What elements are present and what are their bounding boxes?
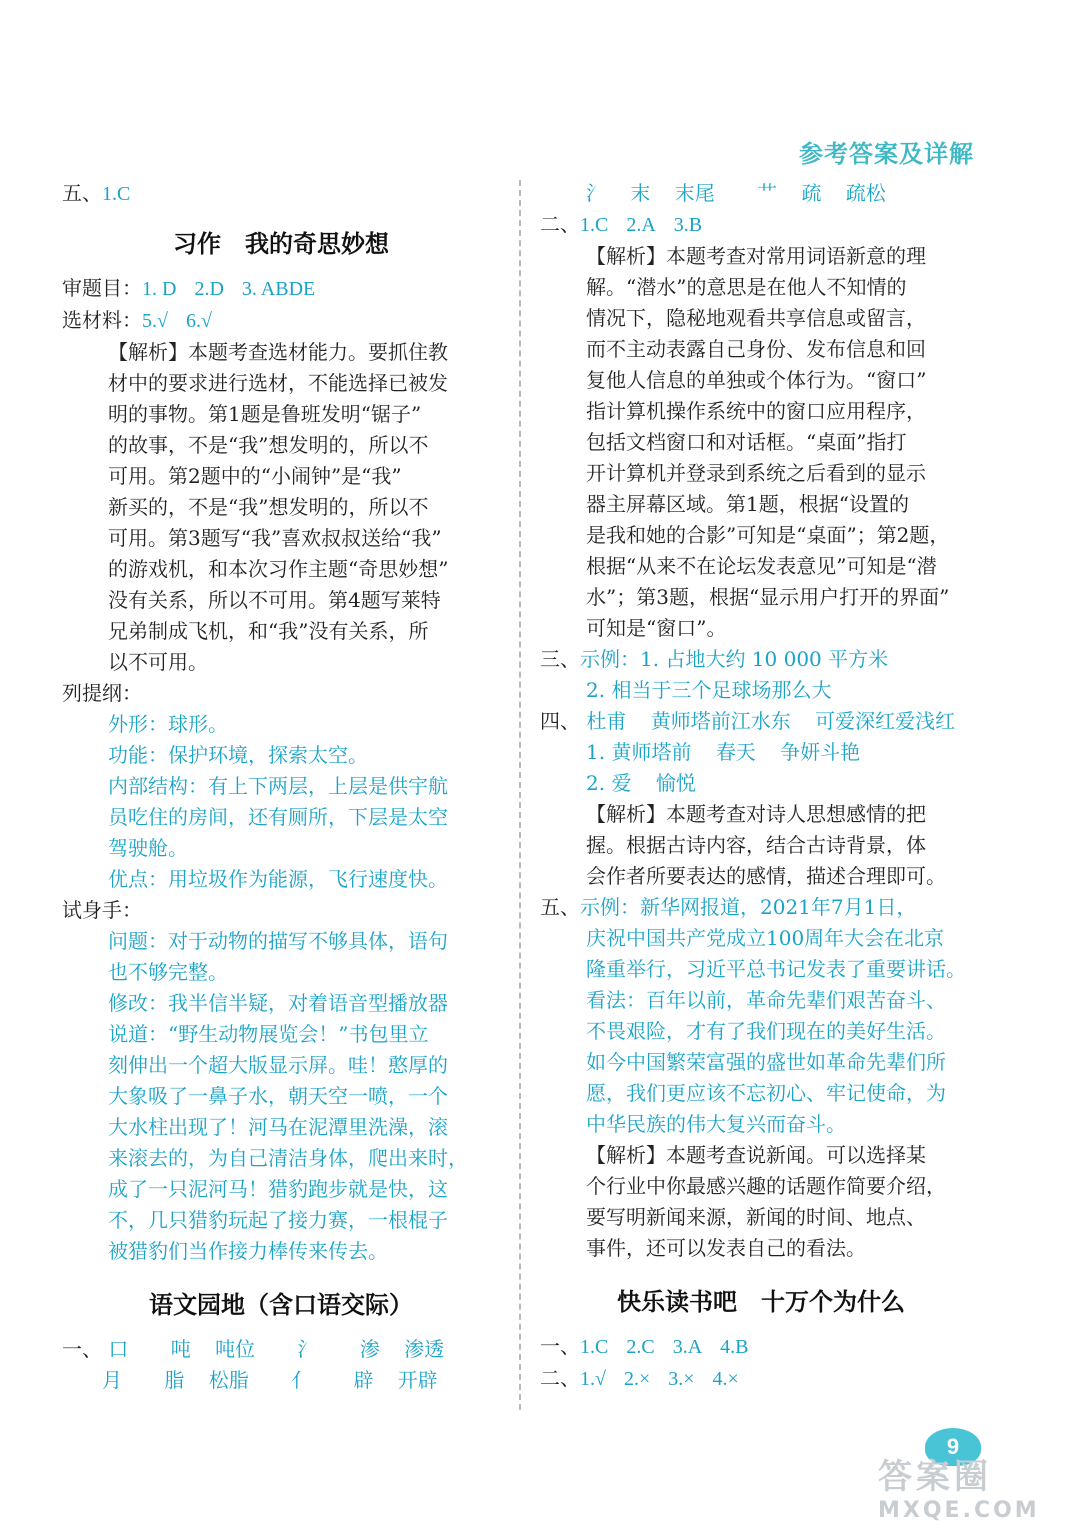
q2-label: 二、 bbox=[540, 212, 580, 236]
selection-analysis bbox=[62, 337, 500, 678]
char: 渗 bbox=[359, 1337, 380, 1361]
garden-q1-row-1 bbox=[62, 1334, 500, 1365]
q5-answer-line: 示例：新华网报道，2021年7月1日， bbox=[580, 895, 917, 919]
analysis-line: 握。根据古诗内容，结合古诗背景，体 bbox=[586, 833, 926, 857]
q5-answer-line: 愿，我们更应该不忘初心、牢记使命，为 bbox=[586, 1081, 946, 1105]
q3-answer-1: 示例：1. 占地大约 10 000 平方米 bbox=[580, 647, 889, 671]
analysis-line: 个行业中你最感兴趣的话题作简要介绍， bbox=[586, 1174, 946, 1198]
try-line: 大象吸了一鼻子水，朝天空一喷，一个 bbox=[108, 1084, 448, 1108]
outline-label: 列提纲： bbox=[62, 681, 142, 705]
analysis-line: 【解析】本题考查说新闻。可以选择某 bbox=[586, 1143, 926, 1167]
q5-analysis bbox=[540, 1140, 982, 1264]
analysis-line: 以不可用。 bbox=[108, 650, 208, 674]
q3-label: 三、 bbox=[540, 647, 580, 671]
q4-label: 四、 bbox=[540, 709, 580, 733]
word: 末尾 bbox=[674, 181, 715, 205]
q4-poem-title: 黄师塔前江水东 bbox=[650, 709, 791, 733]
analysis-line: 明的事物。第1题是鲁班发明“锯子” bbox=[108, 402, 422, 426]
try-line: 来滚去的，为自己清洁身体，爬出来时， bbox=[108, 1146, 468, 1170]
q5-answer-line: 中华民族的伟大复兴而奋斗。 bbox=[586, 1112, 846, 1136]
q5-label: 五、 bbox=[62, 181, 102, 205]
q5-line-1 bbox=[540, 892, 982, 923]
shentimu-answer-3: 3. ABDE bbox=[241, 278, 316, 300]
char-radical: 亻 bbox=[291, 1368, 312, 1392]
analysis-line: 复他人信息的单独或个体行为。“窗口” bbox=[586, 368, 927, 392]
q4-line-2 bbox=[540, 737, 982, 768]
q4-answer: 争妍斗艳 bbox=[780, 740, 861, 764]
q2-answer-1: 1.C bbox=[580, 214, 609, 236]
analysis-line: 材中的要求进行选材，不能选择已被发 bbox=[108, 371, 448, 395]
try-line: 也不够完整。 bbox=[108, 960, 228, 984]
analysis-line: 【解析】本题考查对诗人思想感情的把 bbox=[586, 802, 926, 826]
analysis-line: 而不主动表露自己身份、发布信息和回 bbox=[586, 337, 926, 361]
analysis-line: 要写明新闻来源，新闻的时间、地点、 bbox=[586, 1205, 926, 1229]
analysis-line: 根据“从来不在论坛发表意见”可知是“潜 bbox=[586, 554, 937, 578]
xuancailiao-answer-2: 6.√ bbox=[185, 310, 212, 332]
analysis-line: 事件，还可以发表自己的看法。 bbox=[586, 1236, 866, 1260]
outline-line: 优点：用垃圾作为能源，飞行速度快。 bbox=[108, 867, 448, 891]
shentimu-answer-2: 2.D bbox=[194, 278, 224, 300]
outline-line: 内部结构：有上下两层，上层是供宇航 bbox=[108, 774, 448, 798]
outline-line: 驾驶舱。 bbox=[108, 836, 188, 860]
reading-q1-answer: 4.B bbox=[720, 1336, 749, 1358]
garden-q1-row-2 bbox=[62, 1365, 500, 1396]
char: 吨 bbox=[170, 1337, 191, 1361]
reading-q1-label: 一、 bbox=[540, 1334, 580, 1358]
reading-q2-answer: 4.× bbox=[712, 1368, 739, 1390]
word: 开辟 bbox=[397, 1368, 438, 1392]
q5-line bbox=[62, 178, 500, 210]
q4-poem-line: 可爱深红爱浅红 bbox=[815, 709, 956, 733]
try-line: 不，几只猎豹玩起了接力赛，一根棍子 bbox=[108, 1208, 448, 1232]
analysis-line: 新买的，不是“我”想发明的，所以不 bbox=[108, 495, 429, 519]
char-radical: 艹 bbox=[757, 181, 778, 205]
q2-answer-2: 2.A bbox=[626, 214, 656, 236]
shentimu-answer-1: 1. D bbox=[142, 278, 177, 300]
left-column bbox=[62, 178, 500, 1396]
char: 末 bbox=[630, 181, 651, 205]
analysis-line: 【解析】本题考查选材能力。要抓住教 bbox=[108, 340, 448, 364]
q4-poet: 杜甫 bbox=[586, 709, 627, 733]
analysis-line: 兄弟制成飞机，和“我”没有关系，所 bbox=[108, 619, 429, 643]
q3-answer-2: 2. 相当于三个足球场那么大 bbox=[586, 678, 832, 702]
char-radical: 月 bbox=[102, 1368, 122, 1392]
q4-answer: 2. 爱 bbox=[586, 771, 632, 795]
analysis-line: 没有关系，所以不可用。第4题写莱特 bbox=[108, 588, 441, 612]
page-number-badge: 9 bbox=[925, 1428, 981, 1466]
analysis-line: 水”；第3题，根据“显示用户打开的界面” bbox=[586, 585, 950, 609]
right-column bbox=[540, 178, 982, 1395]
page-header-title: 参考答案及详解 bbox=[799, 139, 974, 168]
garden-title: 语文园地（含口语交际） bbox=[149, 1290, 413, 1319]
reading-q2-label: 二、 bbox=[540, 1366, 580, 1390]
column-divider bbox=[519, 180, 521, 1410]
q3-line-1 bbox=[540, 644, 982, 675]
q5-label: 五、 bbox=[540, 895, 580, 919]
try-line: 修改：我半信半疑，对着语音型播放器 bbox=[108, 991, 448, 1015]
q5-answer-line: 庆祝中国共产党成立100周年大会在北京 bbox=[586, 926, 945, 950]
char-radical: 口 bbox=[108, 1337, 129, 1361]
try-label: 试身手： bbox=[62, 898, 142, 922]
q5-answer: 1.C bbox=[102, 183, 131, 205]
try-line: 刻伸出一个超大版显示屏。哇！憨厚的 bbox=[108, 1053, 448, 1077]
char: 辟 bbox=[353, 1368, 374, 1392]
q5-answer-block bbox=[540, 923, 982, 1140]
outline-line: 功能：保护环境，探索太空。 bbox=[108, 743, 368, 767]
char-radical: 氵 bbox=[586, 181, 606, 205]
reading-q2-answer: 1.√ bbox=[580, 1368, 606, 1390]
xuancailiao-line bbox=[62, 305, 500, 337]
garden-q1-label: 一、 bbox=[62, 1337, 102, 1361]
char: 脂 bbox=[164, 1368, 185, 1392]
reading-q2-line bbox=[540, 1363, 982, 1395]
shentimu-label: 审题目： bbox=[62, 276, 142, 300]
outline-line: 员吃住的房间，还有厕所，下层是太空 bbox=[108, 805, 448, 829]
q2-line bbox=[540, 209, 982, 241]
watermark-logo bbox=[878, 1456, 1058, 1530]
outline-line: 外形：球形。 bbox=[108, 712, 228, 736]
char-radical: 氵 bbox=[297, 1337, 318, 1361]
essay-title: 习作 我的奇思妙想 bbox=[173, 229, 389, 258]
q4-answer: 愉悦 bbox=[655, 771, 696, 795]
reading-q1-answer: 1.C bbox=[580, 1336, 609, 1358]
reading-q1-answer: 2.C bbox=[626, 1336, 655, 1358]
outline-block bbox=[62, 709, 500, 895]
q4-answer: 1. 黄师塔前 bbox=[586, 740, 692, 764]
q2-answer-3: 3.B bbox=[673, 214, 703, 236]
word: 疏松 bbox=[845, 181, 886, 205]
analysis-line: 可知是“窗口”。 bbox=[586, 616, 727, 640]
xuancailiao-label: 选材料： bbox=[62, 308, 142, 332]
reading-q1-line bbox=[540, 1331, 982, 1363]
analysis-line: 指计算机操作系统中的窗口应用程序， bbox=[586, 399, 926, 423]
q4-line-3 bbox=[540, 768, 982, 799]
watermark-bottom-text: MXQE.COM bbox=[878, 1498, 1040, 1523]
q5-answer-line: 如今中国繁荣富强的盛世如革命先辈们所 bbox=[586, 1050, 946, 1074]
analysis-line: 【解析】本题考查对常用词语新意的理 bbox=[586, 244, 926, 268]
analysis-line: 可用。第3题写“我”喜欢叔叔送给“我” bbox=[108, 526, 442, 550]
analysis-line: 器主屏幕区域。第1题，根据“设置的 bbox=[586, 492, 909, 516]
reading-q2-answer: 3.× bbox=[668, 1368, 695, 1390]
try-line: 大水柱出现了！河马在泥潭里洗澡，滚 bbox=[108, 1115, 448, 1139]
word: 松脂 bbox=[208, 1368, 249, 1392]
q5-answer-line: 不畏艰险，才有了我们现在的美好生活。 bbox=[586, 1019, 946, 1043]
analysis-line: 开计算机并登录到系统之后看到的显示 bbox=[586, 461, 926, 485]
watermark-top-text: 答案圈 bbox=[878, 1457, 992, 1497]
reading-q1-answer: 3.A bbox=[672, 1336, 703, 1358]
analysis-line: 解。“潜水”的意思是在他人不知情的 bbox=[586, 275, 907, 299]
garden-q1-row-3 bbox=[540, 178, 982, 209]
q4-line-1 bbox=[540, 706, 982, 737]
reading-title: 快乐读书吧 十万个为什么 bbox=[617, 1287, 905, 1316]
try-line: 说道：“野生动物展览会！”书包里立 bbox=[108, 1022, 429, 1046]
analysis-line: 的游戏机，和本次习作主题“奇思妙想” bbox=[108, 557, 449, 581]
try-block bbox=[62, 926, 500, 1267]
word: 吨位 bbox=[215, 1337, 256, 1361]
q4-answer: 春天 bbox=[715, 740, 756, 764]
q2-analysis bbox=[540, 241, 982, 644]
q5-answer-line: 隆重举行，习近平总书记发表了重要讲话。 bbox=[586, 957, 966, 981]
analysis-line: 会作者所要表达的感情，描述合理即可。 bbox=[586, 864, 946, 888]
analysis-line: 情况下，隐秘地观看共享信息或留言， bbox=[586, 306, 926, 330]
analysis-line: 可用。第2题中的“小闹钟”是“我” bbox=[108, 464, 402, 488]
char: 疏 bbox=[801, 181, 822, 205]
analysis-line: 是我和她的合影”可知是“桌面”；第2题， bbox=[586, 523, 950, 547]
reading-q2-answer: 2.× bbox=[623, 1368, 651, 1390]
xuancailiao-answer-1: 5.√ bbox=[142, 310, 168, 332]
try-line: 问题：对于动物的描写不够具体，语句 bbox=[108, 929, 448, 953]
try-line: 成了一只泥河马！猎豹跑步就是快，这 bbox=[108, 1177, 448, 1201]
word: 渗透 bbox=[404, 1337, 445, 1361]
q4-analysis bbox=[540, 799, 982, 892]
q5-answer-line: 看法：百年以前，革命先辈们艰苦奋斗、 bbox=[586, 988, 946, 1012]
try-line: 被猎豹们当作接力棒传来传去。 bbox=[108, 1239, 388, 1263]
shentimu-line bbox=[62, 273, 500, 305]
analysis-line: 包括文档窗口和对话框。“桌面”指打 bbox=[586, 430, 907, 454]
analysis-line: 的故事，不是“我”想发明的，所以不 bbox=[108, 433, 429, 457]
